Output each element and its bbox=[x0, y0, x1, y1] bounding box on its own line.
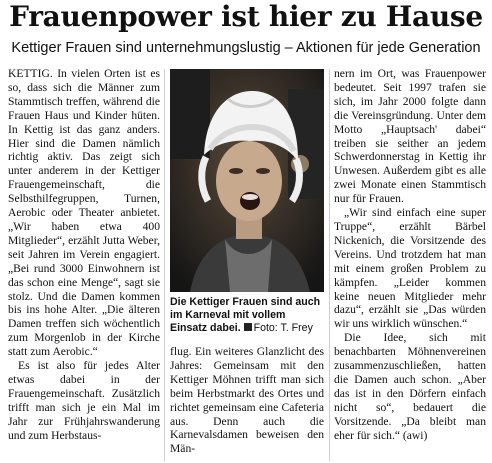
paragraph: „Wir sind einfach eine super Truppe“, erzählt Bärbel Nickenich, die Vorsitzende des Vereins. Und trotzdem hat man mit einem großen Problem zu kämpfen. „Leider kommen keine neuen Mitglieder mehr dazu“, erzählt sie „Das würden wir uns wirklich wünschen.“ bbox=[334, 206, 486, 331]
credit-square-icon bbox=[244, 323, 252, 331]
photo-credit: Foto: T. Frey bbox=[253, 322, 313, 334]
subheadline: Kettiger Frauen sind unternehmungslustig – Aktionen für jede Generation bbox=[11, 40, 481, 56]
caption-text: Die Kettiger Frauen sind auch im Karneval mit vollem Einsatz dabei. bbox=[170, 296, 321, 334]
carnival-woman-photo bbox=[170, 69, 324, 292]
paragraph: flug. Ein weiteres Glanzlicht des Jahres: Gemeinsam mit den Kettiger Möhnen trifft man sich beim Herbstmarkt des Ortes und richtet gemeinsam eine Cafeteria aus. Denn auch die Karnevalsdamen beweisen den Män- bbox=[170, 345, 324, 456]
column-divider bbox=[164, 69, 165, 461]
article-photo bbox=[170, 69, 324, 292]
paragraph: KETTIG. In vielen Orten ist es so, dass sich die Männer zum Stammtisch treffen, während die Frauen Haus und Kinder hüten. In Kettig ist das ganz anders. Hier sind die Damen nämlich richtig aktiv. Das zeigt sich unter anderem in der Kettiger Frauengemeinschaft, die Selbsthilfegruppen, Turnen, Aerobic oder Theater anbietet. „Wir haben etwa 400 Mitglieder“, erzählt Jutta Weber, seit Jahren im Verein engagiert. „Bei rund 3000 Einwohnern ist das schon eine Menge“, sagt sie stolz. Und die Damen kommen bis ins hohe Alter. „Die älteren Damen treffen sich wöchentlich zum Morgenlob in der Kirche statt zum Aerobic.“ bbox=[8, 67, 160, 359]
article-column-3 bbox=[334, 67, 486, 463]
article-column-1 bbox=[8, 67, 160, 463]
paragraph: nern im Ort, was Frauenpower bedeutet. Seit 1997 trafen sie sich, im Jahr 2000 folgte dann die Vereinsgründung. Unter dem Motto „Hauptsach' dabei“ treiben sie seither an jedem Schwerdonnerstag in Kettig ihr Unwesen. Außerdem gibt es alle zwei Monate einen Stammtisch nur für Frauen. bbox=[334, 67, 486, 206]
headline: Frauenpower ist hier zu Hause bbox=[9, 0, 483, 33]
column-divider bbox=[329, 69, 330, 461]
article-column-2 bbox=[170, 345, 324, 463]
paragraph: Es ist also für jedes Alter etwas dabei in der Frauengemeinschaft. Zusätzlich trifft man sich je ein Mal im Jahr zur Frühjahrswanderung und zum Herbstaus- bbox=[8, 359, 160, 442]
photo-caption bbox=[170, 296, 324, 335]
paragraph: Die Idee, sich mit benachbarten Möhnenvereinen zusammenzuschließen, hatten die Damen auch schon. „Aber das ist in den Dörfern einfach nicht so“, bedauert die Vorsitzende. „Da bleibt man eher für sich.“ (awi) bbox=[334, 331, 486, 442]
